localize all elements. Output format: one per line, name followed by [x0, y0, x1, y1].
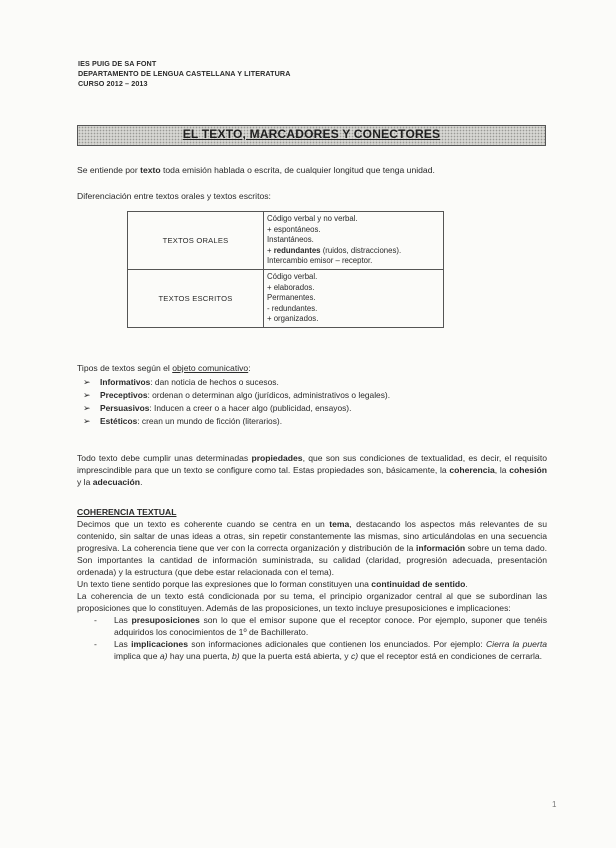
types-intro: Tipos de textos según el objeto comunicativo:: [77, 363, 251, 373]
coherence-paragraph-2: Un texto tiene sentido porque las expresiones que lo forman constituyen una continuidad de sentido.: [77, 579, 468, 589]
definition-post: toda emisión hablada o escrita, de cualquier longitud que tenga unidad.: [160, 165, 435, 175]
page-mark: 1: [552, 800, 557, 809]
written-label: TEXTOS ESCRITOS: [128, 270, 264, 328]
written-feature: + organizados.: [267, 314, 319, 324]
oral-feature: + espontáneos.: [267, 224, 321, 234]
oral-feature: Código verbal y no verbal.: [267, 214, 358, 224]
text-definition: [77, 164, 547, 176]
list-item-implications: - Las implicaciones son informaciones adicionales que contienen los enunciados. Por ejemplo: Cierra la puerta implica que a) hay una puerta, b) que la puerta está abierta, y c) que el receptor está en condiciones de cerrarla.: [77, 638, 547, 662]
text-types-list: [83, 376, 390, 428]
coherence-paragraph-3: La coherencia de un texto está condicionada por su tema, el principio organizador central al que se subordinan las proposiciones que lo constituyen. Además de las proposiciones, un texto incluye presuposiciones e implicaciones:: [77, 591, 547, 613]
written-feature: Permanentes.: [267, 293, 316, 303]
department-name: DEPARTAMENTO DE LENGUA CASTELLANA Y LITERATURA: [78, 69, 291, 78]
coherence-heading: COHERENCIA TEXTUAL: [77, 507, 177, 517]
table-row-written: [128, 270, 444, 328]
list-item-presuppositions: - Las presuposiciones son lo que el emisor supone que el receptor conoce. Por ejemplo, suponer que tenéis adquiridos los conocimientos de 1º de Bachillerato.: [77, 614, 547, 638]
school-name: IES PUIG DE SA FONT: [78, 59, 157, 68]
written-feature: Código verbal.: [267, 272, 318, 282]
title-banner: [77, 125, 546, 146]
oral-features: [264, 212, 444, 270]
coherence-section: [77, 506, 547, 662]
differentiation-intro: Diferenciación entre textos orales y textos escritos:: [77, 191, 271, 201]
definition-term: texto: [140, 165, 161, 175]
oral-feature: Instantáneos.: [267, 235, 314, 245]
properties-paragraph: Todo texto debe cumplir unas determinadas propiedades, que son sus condiciones de textualidad, es decir, el requisito imprescindible para que un texto se configure como tal. Estas propiedades son, básicamente, la coherencia, la cohesión y la adecuación.: [77, 453, 547, 487]
table-row-oral: [128, 212, 444, 270]
written-feature: + elaborados.: [267, 282, 315, 292]
list-item: ➢ Preceptivos: ordenan o determinan algo (jurídicos, administrativos o legales).: [83, 389, 390, 402]
course-year: CURSO 2012 – 2013: [78, 79, 148, 88]
list-item: ➢ Informativos: dan noticia de hechos o sucesos.: [83, 376, 390, 389]
oral-vs-written-table: [127, 211, 444, 328]
coherence-paragraph-1: Decimos que un texto es coherente cuando se centra en un tema, destacando los aspectos más relevantes de su contenido, sin saltar de unas ideas a otras, sin repetir constantemente las mismas, sino articulándolas en una secuencia progresiva. La coherencia tiene que ver con la correcta organización y distribución de la información sobre un tema dado. Son importantes la cantidad de información suministrada, su calidad (claridad, progresión adecuada, presentación ordenada) y la estructura (que debe estar relacionada con el tema).: [77, 519, 547, 577]
presup-implic-list: [77, 614, 547, 662]
written-feature: - redundantes.: [267, 303, 318, 313]
definition-pre: Se entiende por: [77, 165, 141, 175]
oral-label: TEXTOS ORALES: [128, 212, 264, 270]
page-title: EL TEXTO, MARCADORES Y CONECTORES: [182, 127, 441, 141]
types-intro-underlined: objeto comunicativo: [172, 363, 249, 373]
written-features: [264, 270, 444, 328]
oral-feature: + redundantes (ruidos, distracciones).: [267, 245, 402, 255]
document-header: [78, 59, 291, 89]
list-item: ➢ Estéticos: crean un mundo de ficción (literarios).: [83, 415, 390, 428]
list-item: ➢ Persuasivos: Inducen a creer o a hacer algo (publicidad, ensayos).: [83, 402, 390, 415]
oral-feature: Intercambio emisor – receptor.: [267, 256, 373, 266]
